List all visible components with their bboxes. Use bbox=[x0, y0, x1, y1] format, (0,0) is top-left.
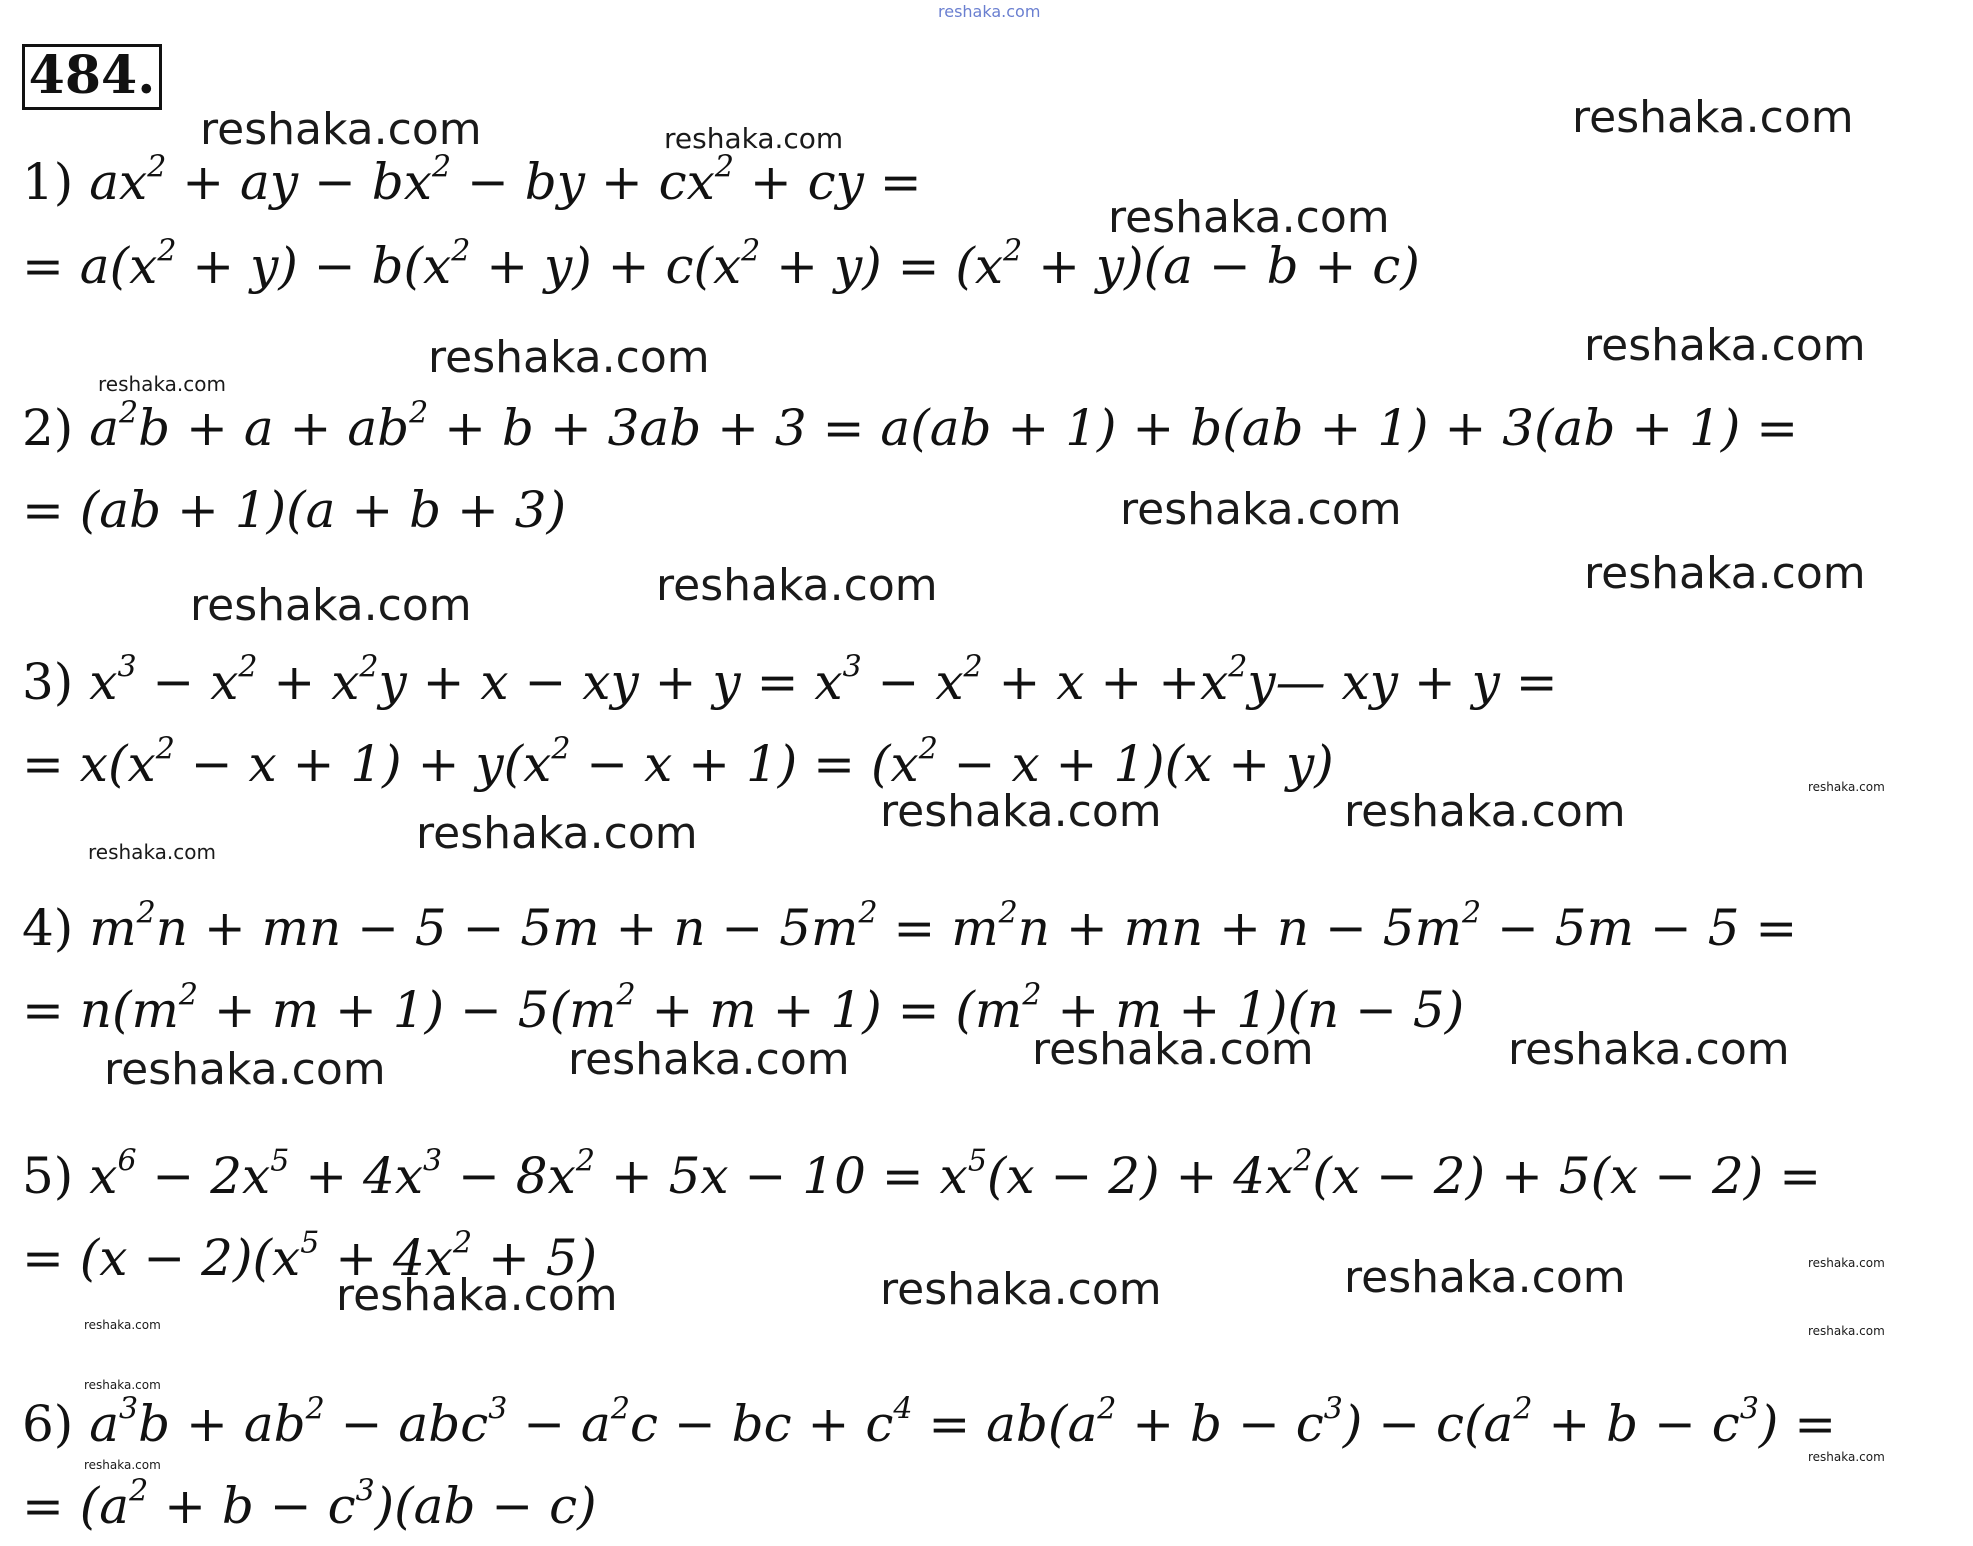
watermark: reshaka.com bbox=[1584, 320, 1866, 371]
watermark: reshaka.com bbox=[84, 1318, 161, 1332]
watermark: reshaka.com bbox=[200, 104, 482, 155]
expression: $x^6 - 2x^5 + 4x^3 - 8x^2 + 5x - 10 = x^5(x - 2) + 4x^2(x - 2) + 5(x - 2)$ = bbox=[89, 1143, 1822, 1205]
item-5-line-2: = $(x - 2)(x^5 + 4x^2 + 5)$ bbox=[22, 1225, 598, 1287]
item-label: 1) bbox=[22, 153, 74, 211]
watermark: reshaka.com bbox=[938, 2, 1041, 21]
watermark: reshaka.com bbox=[104, 1044, 386, 1095]
watermark: reshaka.com bbox=[336, 1270, 618, 1321]
watermark: reshaka.com bbox=[428, 332, 710, 383]
watermark: reshaka.com bbox=[880, 786, 1162, 837]
watermark: reshaka.com bbox=[1808, 780, 1885, 794]
watermark: reshaka.com bbox=[88, 840, 216, 864]
item-6-line-1 bbox=[22, 1391, 1837, 1454]
item-4-line-1 bbox=[22, 895, 1798, 958]
watermark: reshaka.com bbox=[98, 372, 226, 396]
expression: $x^3 - x^2 + x^2y + x$ − xy + $y = x^3 - x^2 + x$ + $+x^2y—$ xy + y = bbox=[89, 649, 1558, 711]
watermark: reshaka.com bbox=[1508, 1024, 1790, 1075]
watermark: reshaka.com bbox=[656, 560, 938, 611]
item-6-line-2: = $(a^2 + b - c^3)(ab - c)$ bbox=[22, 1473, 597, 1535]
item-5-line-1 bbox=[22, 1143, 1822, 1206]
watermark: reshaka.com bbox=[84, 1458, 161, 1472]
watermark: reshaka.com bbox=[1108, 192, 1390, 243]
item-label: 6) bbox=[22, 1395, 74, 1453]
watermark: reshaka.com bbox=[1344, 1252, 1626, 1303]
item-label: 5) bbox=[22, 1147, 74, 1205]
watermark: reshaka.com bbox=[1808, 1450, 1885, 1464]
item-3-line-2: = $x(x^2 - x + 1) + y(x^2 - x + 1) = (x^2 - x + 1)(x + y)$ bbox=[22, 731, 1334, 793]
watermark: reshaka.com bbox=[84, 1378, 161, 1392]
watermark: reshaka.com bbox=[190, 580, 472, 631]
expression: $a^2b + a + ab^2 + b + 3ab + 3 = a(ab + 1) + b(ab + 1) + 3(ab + 1)$ = bbox=[89, 395, 1799, 457]
expression: $a^3b + ab^2 - abc^3 - a^2c$ − bc + $c^4 = ab(a^2 + b - c^3) - c(a^2 + b - c^3)$ = bbox=[89, 1391, 1837, 1453]
item-label: 2) bbox=[22, 399, 74, 457]
item-2-line-2: = (ab + 1)(a + b + 3) bbox=[22, 481, 567, 539]
item-label: 4) bbox=[22, 899, 74, 957]
item-1-line-2: = $a(x^2 + y) - b(x^2 + y) + c(x^2 + y) = (x^2 + y)(a - b + c)$ bbox=[22, 233, 1420, 295]
item-1-line-1 bbox=[22, 149, 922, 212]
watermark: reshaka.com bbox=[1584, 548, 1866, 599]
expression: $m^2n$ + mn − $5 - 5m + n - 5m^2 = m^2n$ + mn + $n - 5m^2 - 5m - 5$ = bbox=[89, 895, 1798, 957]
item-label: 3) bbox=[22, 653, 74, 711]
watermark: reshaka.com bbox=[1344, 786, 1626, 837]
expression: $ax^2$ + ay − $bx^2$ − by + $cx^2$ + cy = bbox=[89, 149, 922, 211]
watermark: reshaka.com bbox=[880, 1264, 1162, 1315]
watermark: reshaka.com bbox=[1120, 484, 1402, 535]
watermark: reshaka.com bbox=[664, 122, 844, 155]
watermark: reshaka.com bbox=[1572, 92, 1854, 143]
problem-number: 484. bbox=[22, 44, 162, 110]
item-3-line-1 bbox=[22, 649, 1558, 712]
watermark: reshaka.com bbox=[1808, 1256, 1885, 1270]
item-4-line-2: = $n(m^2 + m + 1) - 5(m^2 + m + 1) = (m^2 + m + 1)(n - 5)$ bbox=[22, 977, 1465, 1039]
watermark: reshaka.com bbox=[1808, 1324, 1885, 1338]
watermark: reshaka.com bbox=[416, 808, 698, 859]
watermark: reshaka.com bbox=[1032, 1024, 1314, 1075]
watermark: reshaka.com bbox=[568, 1034, 850, 1085]
item-2-line-1 bbox=[22, 395, 1799, 458]
